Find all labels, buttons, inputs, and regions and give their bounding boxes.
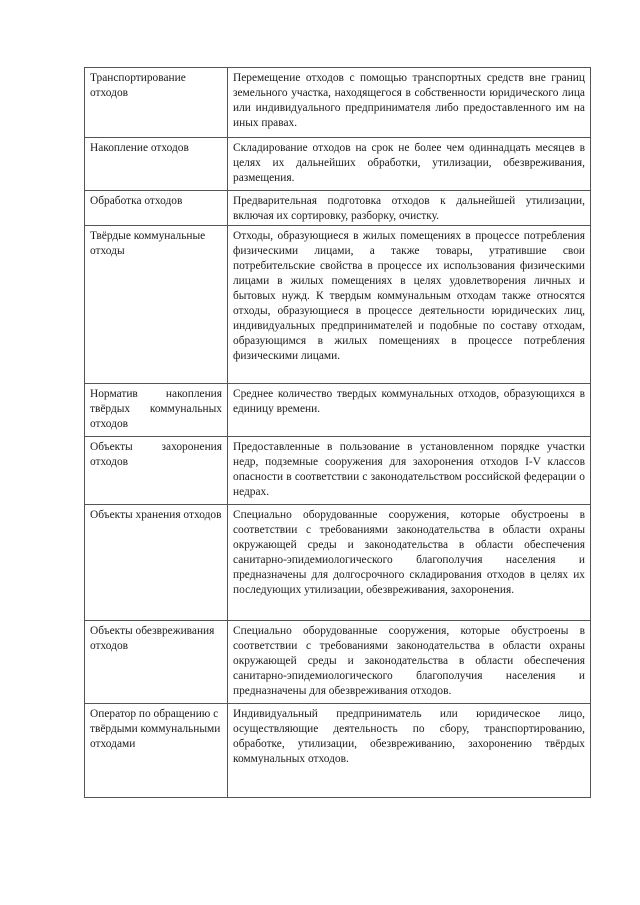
definition-text: Предварительная подготовка отходов к дальнейшей утилизации, включая их сортировку, разборку, очистку.: [233, 195, 585, 222]
term-cell: Норматив накопления твёрдых коммунальных отходов: [85, 384, 228, 437]
table-row: [85, 191, 591, 226]
definition-cell: Предоставленные в пользование в установленном порядке участки недр, подземные сооружения для захоронения отходов I-V классов опасности в соответствии с законодательством российской федерации о недрах.: [228, 437, 591, 505]
term-cell: Накопление отходов: [85, 138, 228, 191]
term-cell: Твёрдые коммунальные отходы: [85, 226, 228, 384]
definition-cell: Складирование отходов на срок не более чем одиннадцать месяцев в целях их дальнейших обработки, утилизации, обезвреживания, размещения.: [228, 138, 591, 191]
definition-cell: Отходы, образующиеся в жилых помещениях в процессе потребления физическими лицами, а также товары, утратившие свои потребительские свойства в процессе их использования физическими лицами в жилых помещениях в целях удовлетворения личных и бытовых нужд. К твердым коммунальным отходам также относятся отходы, образующиеся в процессе деятельности юридических лиц, индивидуальных предпринимателей и подобные по составу отходам, образующимся в жилых помещениях в процессе потребления физическими лицами.: [228, 226, 591, 384]
term-cell: Объекты обезвреживания отходов: [85, 621, 228, 704]
terms-table: [84, 67, 591, 798]
definition-cell: Перемещение отходов с помощью транспортных средств вне границ земельного участка, находящегося в собственности юридического лица или индивидуального предпринимателя либо предоставленного им на иных правах.: [228, 68, 591, 138]
definition-cell: Среднее количество твердых коммунальных отходов, образующихся в единицу времени.: [228, 384, 591, 437]
term-cell: Оператор по обращению с твёрдыми коммунальными отходами: [85, 704, 228, 798]
table-row: [85, 621, 591, 704]
table-row: [85, 384, 591, 437]
table-row: [85, 68, 591, 138]
table-row: [85, 437, 591, 505]
table-row: [85, 505, 591, 621]
table-row: [85, 138, 591, 191]
table-row: [85, 704, 591, 798]
definition-cell: [228, 191, 591, 226]
term-cell: Обработка отходов: [85, 191, 228, 226]
definition-cell: Индивидуальный предприниматель или юридическое лицо, осуществляющие деятельность по сбору, транспортированию, обработке, утилизации, обезвреживанию, захоронению твёрдых коммунальных отходов.: [228, 704, 591, 798]
definition-cell: Специально оборудованные сооружения, которые обустроены в соответствии с требованиями законодательства в области охраны окружающей среды и законодательства в области обеспечения санитарно-эпидемиологического благополучия населения и предназначены для долгосрочного складирования отходов в целях их последующих утилизации, обезвреживания, захоронения.: [228, 505, 591, 621]
term-cell: Объекты хранения отходов: [85, 505, 228, 621]
table-row: [85, 226, 591, 384]
term-cell: Транспортирование отходов: [85, 68, 228, 138]
term-cell: Объекты захоронения отходов: [85, 437, 228, 505]
definition-cell: Специально оборудованные сооружения, которые обустроены в соответствии с требованиями законодательства в области охраны окружающей среды и законодательства в области обеспечения санитарно-эпидемиологического благополучия населения и предназначены для обезвреживания отходов.: [228, 621, 591, 704]
